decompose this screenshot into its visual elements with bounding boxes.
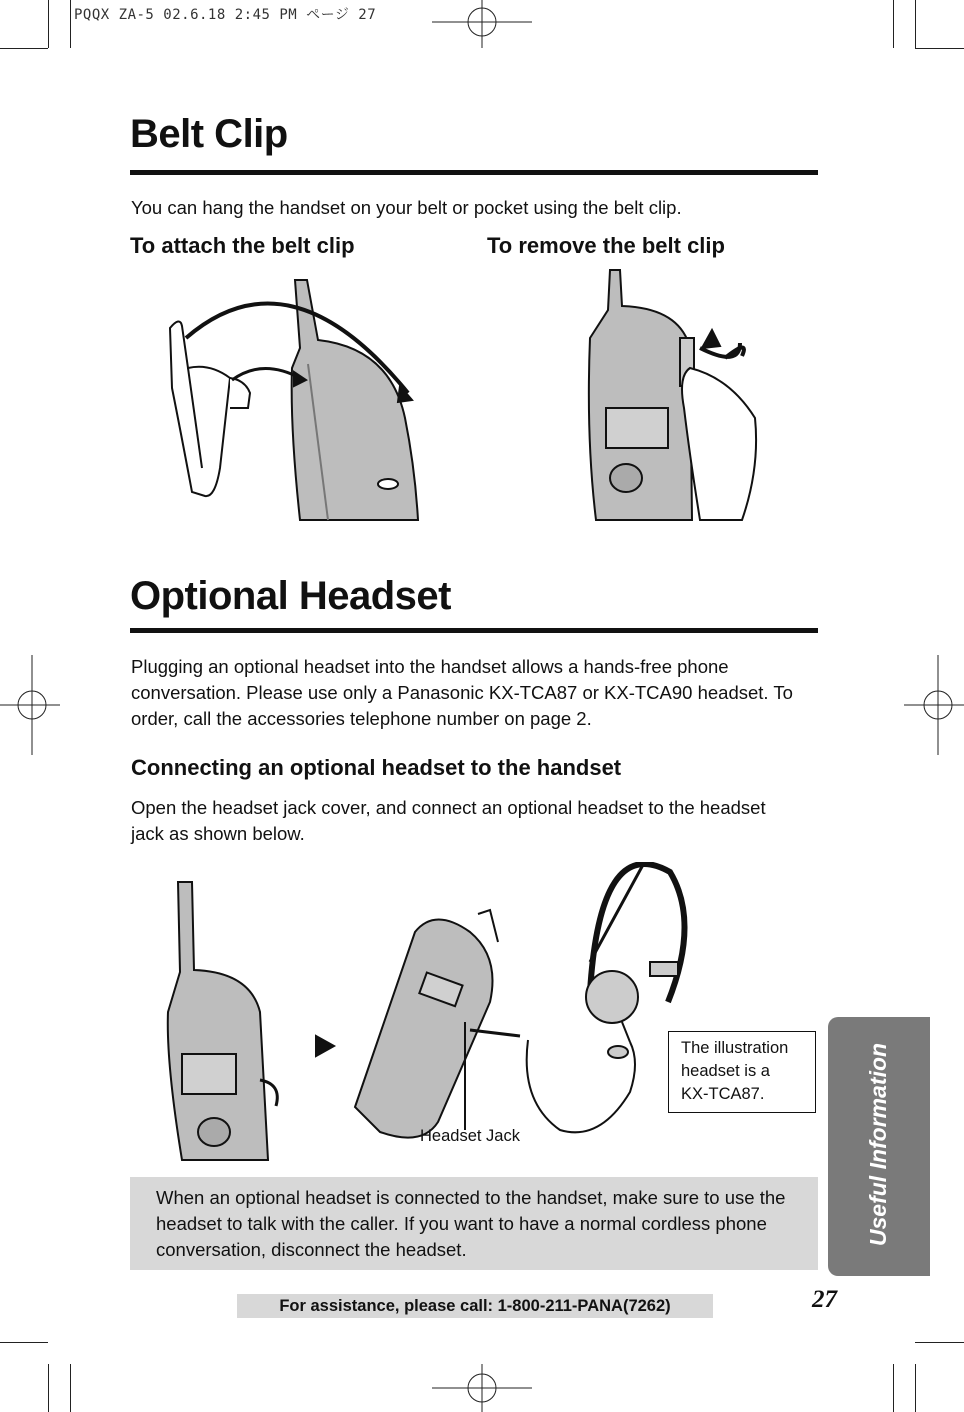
remove-belt-clip-illustration (580, 268, 780, 528)
illustration-callout (668, 1031, 816, 1113)
belt-clip-intro: You can hang the handset on your belt or pocket using the belt clip. (131, 197, 682, 218)
side-tab (828, 1017, 930, 1276)
connecting-heading: Connecting an optional headset to the handset (131, 755, 622, 780)
headset-instruction: Open the headset jack cover, and connect an optional headset to the headset jack as shown below. (131, 797, 766, 844)
page-number: 27 (812, 1286, 837, 1313)
attach-belt-clip-illustration (150, 268, 450, 528)
headset-connection-illustration (160, 862, 700, 1162)
print-slug: PQQX ZA-5 02.6.18 2:45 PM ページ 27 (74, 7, 377, 23)
headset-note-text: When an optional headset is connected to the handset, make sure to use the headset to talk with the caller. If you want to have a normal cordless phone conversation, disconnect the headset. (156, 1187, 786, 1260)
section-title-optional-headset: Optional Headset (130, 574, 451, 618)
callout-text: The illustration headset is a KX-TCA87. (681, 1039, 789, 1103)
title-rule (130, 628, 818, 633)
assistance-footer: For assistance, please call: 1-800-211-PANA(7262) (237, 1294, 713, 1318)
title-rule (130, 170, 818, 175)
remove-heading: To remove the belt clip (487, 233, 725, 258)
side-tab-label: Useful Information (865, 1042, 891, 1247)
headset-note (130, 1177, 818, 1270)
section-title-belt-clip: Belt Clip (130, 112, 288, 156)
headset-jack-label: Headset Jack (420, 1127, 520, 1145)
headset-intro: Plugging an optional headset into the handset allows a hands-free phone conversation. Please use only a Panasonic KX-TCA87 or KX-TCA90 headset. To order, call the accessories telephone number on page 2. (131, 656, 793, 729)
attach-heading: To attach the belt clip (130, 233, 355, 258)
